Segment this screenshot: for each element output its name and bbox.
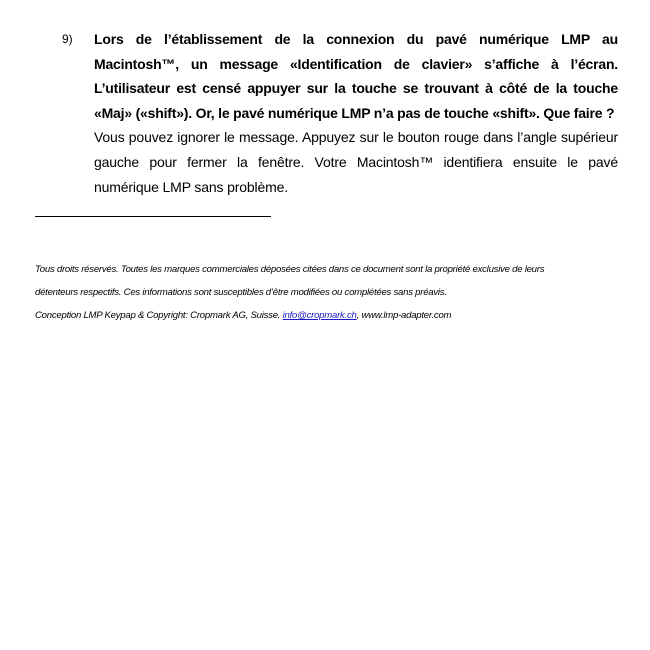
faq-body	[94, 27, 618, 199]
copyright-credit	[35, 304, 625, 327]
credit-prefix: Conception LMP Keypap & Copyright: Cropmark AG, Suisse.	[35, 310, 283, 321]
credit-suffix: , www.lmp-adapter.com	[356, 310, 452, 321]
footnote-divider	[35, 216, 271, 217]
faq-number: 9)	[62, 32, 73, 46]
footer	[35, 258, 625, 327]
rights-notice-line-2: détenteurs respectifs. Ces informations sont susceptibles d’être modifiées ou complétées sans préavis.	[35, 287, 447, 298]
rights-notice-line-1: Tous droits réservés. Toutes les marques commerciales déposées citées dans ce document sont la propriété exclusive de leurs	[35, 264, 545, 275]
faq-answer: Vous pouvez ignorer le message. Appuyez sur le bouton rouge dans l’angle supérieur gauche pour fermer la fenêtre. Votre Macintosh™ identifiera ensuite le pavé numérique LMP sans problème.	[94, 129, 618, 195]
email-link[interactable]: info@cropmark.ch	[282, 310, 357, 321]
faq-question: Lors de l’établissement de la connexion du pavé numérique LMP au Macintosh™, un message «Identification de clavier» s’affiche à l’écran. L’utilisateur est censé appuyer sur la touche se trouvant à côté de la touche «Maj» («shift»). Or, le pavé numérique LMP n’a pas de touche «shift». Que faire ?	[94, 31, 618, 121]
faq-item-9	[62, 27, 618, 199]
